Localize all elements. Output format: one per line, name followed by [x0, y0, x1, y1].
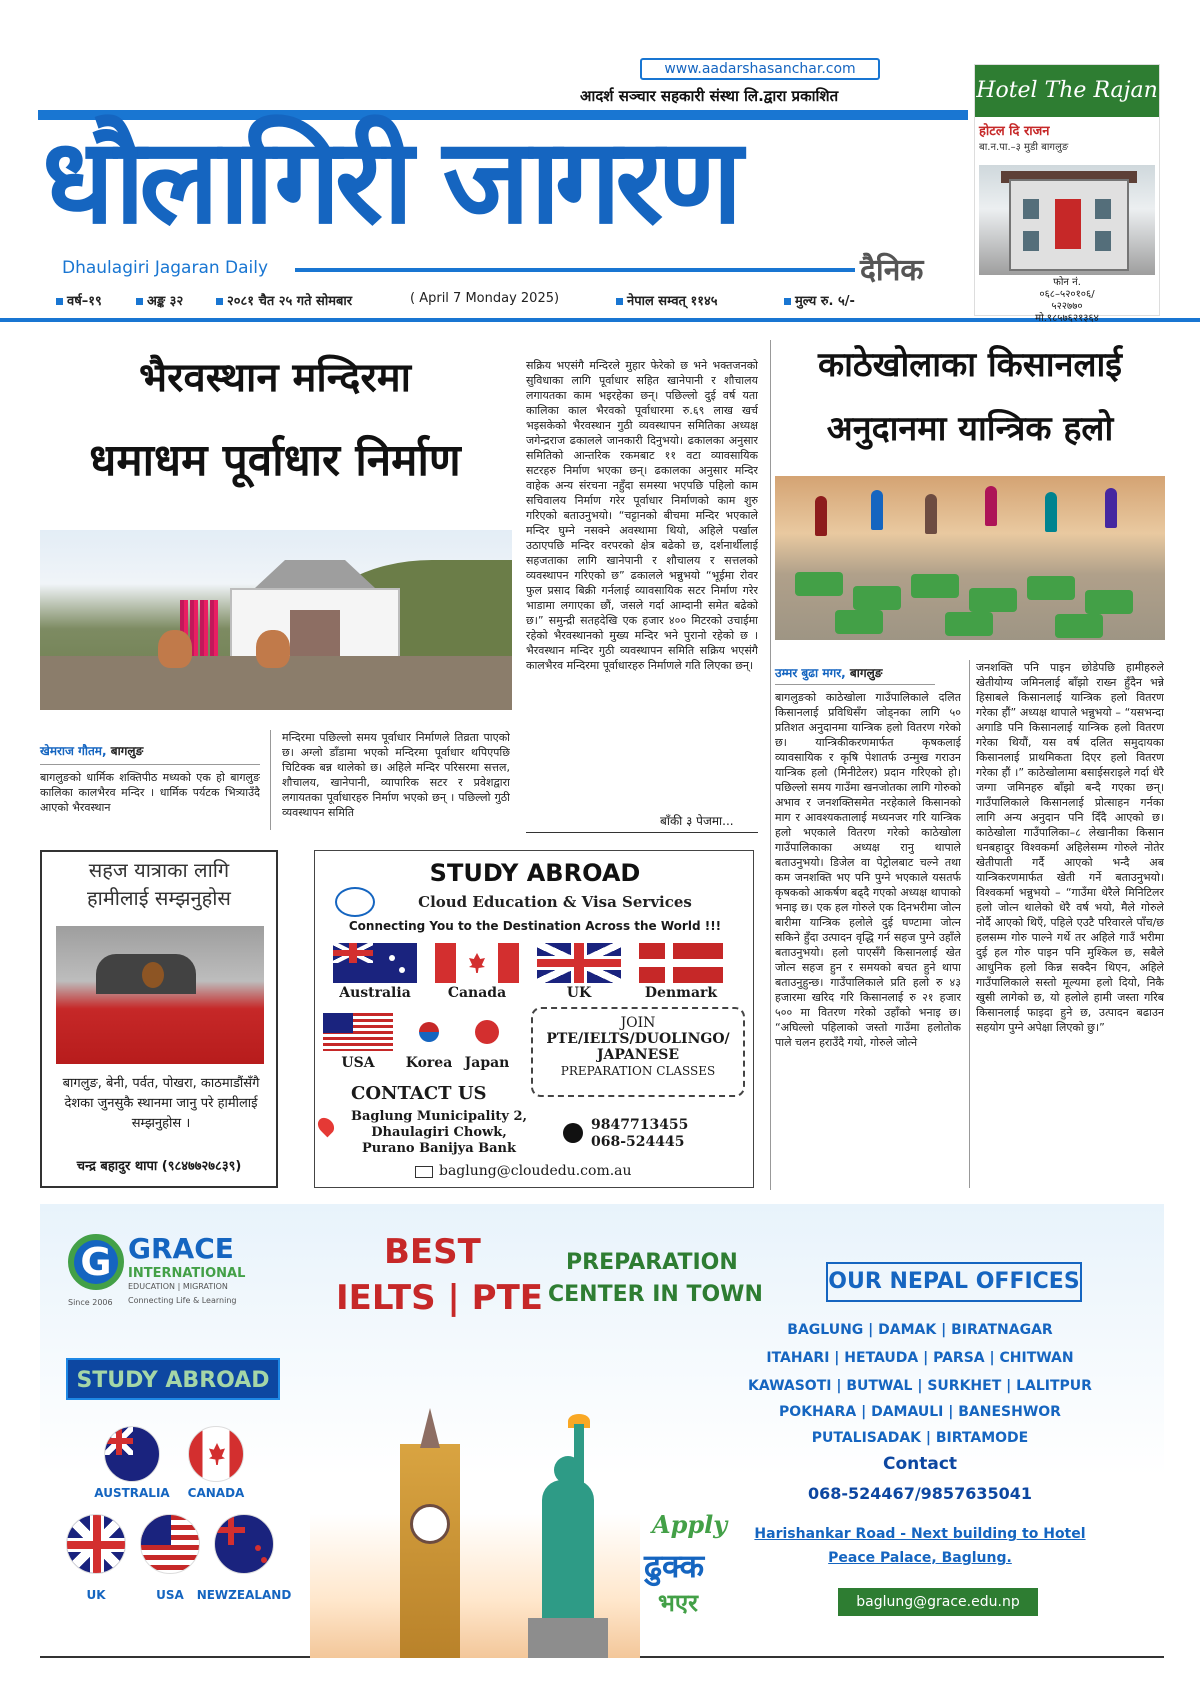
- grace-logo-icon: G: [68, 1234, 124, 1290]
- dhukka-label: ढुक्क: [644, 1547, 705, 1585]
- hotel-name: Hotel The Rajan: [975, 65, 1159, 117]
- price-meta: मुल्य रु. ५/-: [784, 291, 855, 309]
- offices-heading: OUR NEPAL OFFICES: [826, 1262, 1082, 1302]
- denmark-flag-icon: [639, 943, 723, 983]
- prep-line2: CENTER IN TOWN: [548, 1282, 763, 1307]
- big-ben-illustration: [400, 1444, 460, 1658]
- grace-international-ad[interactable]: [40, 1204, 1164, 1658]
- contact-label: Contact: [882, 1454, 958, 1474]
- newspaper-title: धौलागिरी जागरण: [42, 112, 737, 250]
- contact-phone[interactable]: 068-524467/9857635041: [807, 1484, 1032, 1503]
- byline-rule: [40, 764, 260, 765]
- column-rule: [969, 660, 970, 1188]
- temple-headline-line1[interactable]: भैरवस्थान मन्दिरमा: [138, 355, 412, 401]
- canada-flag-icon: [188, 1426, 244, 1482]
- grace-address-line1: Harishankar Road - Next building to Hotel: [754, 1526, 1086, 1542]
- farmers-headline-line1[interactable]: काठेखोलाका किसानलाई: [817, 345, 1123, 385]
- apply-label: Apply: [652, 1510, 728, 1539]
- phone-icon: [563, 1123, 583, 1143]
- australia-flag-icon: [104, 1426, 160, 1482]
- statue-of-liberty-illustration: [528, 1420, 608, 1658]
- english-name: Dhaulagiri Jagaran Daily: [62, 258, 269, 278]
- join-classes-box: JOIN PTE/IELTS/DUOLINGO/ JAPANESE PREPARATION CLASSES: [531, 1007, 745, 1097]
- study-phones: 9847713455 068-524445: [591, 1117, 689, 1150]
- hotel-ad[interactable]: [974, 64, 1160, 324]
- mail-icon: [415, 1166, 433, 1178]
- japan-flag-icon: [465, 1011, 509, 1053]
- flag-label-usa: USA: [156, 1588, 184, 1602]
- office-line: BAGLUNG | DAMAK | BIRATNAGAR: [787, 1322, 1053, 1338]
- location-pin-icon: [315, 1115, 338, 1138]
- issue-meta-item: अङ्क ३२: [136, 291, 183, 309]
- flag-label-denmark: Denmark: [644, 985, 718, 1001]
- office-line: PUTALISADAK | BIRTAMODE: [811, 1430, 1029, 1446]
- publisher-line: आदर्श सञ्चार सहकारी संस्था लि.द्वारा प्रकाशित: [580, 87, 839, 105]
- temple-col2: मन्दिरमा पछिल्लो समय पूर्वाधार निर्माणले तिव्रता पाएको छ। अग्लो डाँडामा भएको मन्दिरमा पूर्वाधार थपिएपछि चिटिक्क बन्न थालेको छ। अहिले मन्दिर परिसरमा सत्तल, शौचालय, खानेपानी, व्यापारिक सटर र प्रवेशद्वारा लगायतका पूर्वाधारहरु निर्माण भएको छन् । पछिल्लो गुठी व्यवस्थापन समिति: [282, 731, 510, 819]
- issue-meta: [50, 291, 900, 311]
- grace-tagline: Connecting Life & Learning: [128, 1296, 237, 1305]
- temple-col3: सक्रिय भएसंगै मन्दिरले मुहार फेरेको छ भने भक्तजनको सुविधाका लागि पूर्वाधार सहित खानेपानी र शौचालय लगायतका काम भइरहेका छन्। पछिल्लो दुई वर्ष यता कालिका काल भैरवको पूर्वाधारमा रु.६९ लाख खर्च भइसकेको भैरवस्थान गुठी व्यवस्थापन समितिका अध्यक्ष जगेन्द्रराज ढकालले जानकारी दिनुभयो। ढकालका अनुसार समितिको आन्तरिक रकमबाट ११ वटा व्यावसायिक सटरहरु निर्माण भएका छन्। ढकालका अनुसार मन्दिर वाहेक अन्य संरचना नहुँदा समस्या भएपछि पहिलो काम सचिवालय निर्माण गरेर पूर्वाधार निर्माणको काम शुरु गरिएको बताउनुभयो। “चट्टानको बीचमा मन्दिर भएकाले मन्दिर घुम्ने नसक्ने अवस्थामा थियो, अहिले पर्खाल उठाएपछि मन्दिर वरपरको क्षेत्र बढेको छ, दर्शनार्थीलाई सहजताका लागि खानेपानी र शौचालय र सत्तलको व्यवस्थापन गरिएको छ” ढकालले भन्नुभयो “भूईमा रोवर फुल प्रसाद बिक्री गर्नलाई व्यावसायिक सटर निर्माण गरेर भाडामा लगाएका छौं, जसले गर्दा आम्दानी समेत बढेको छ।” समुन्द्री सतहदेखि एक हजार ४०० मिटरको उचाईमा रहेको भैरवस्थानको मुख्य मन्दिर भने पुरानो रहेको छ । भैरवस्थान मन्दिर गुठी व्यवस्थापन समिति सक्रिय भएसंगै कालभैरव मन्दिरमा पूर्वाधारहरु निर्माणले गति लिएका छन्।: [526, 359, 758, 672]
- article-end-rule: [526, 832, 758, 833]
- farmers-byline: उम्मर बुढा मगर, बागलुङ: [775, 666, 883, 680]
- travel-contact: चन्द्र बहादुर थापा (९८४७७२७८३९): [76, 1159, 242, 1174]
- usa-flag-icon: [323, 1013, 393, 1051]
- office-line: POKHARA | DAMAULI | BANESHWOR: [779, 1404, 1061, 1420]
- grace-since: Since 2006: [68, 1298, 113, 1307]
- hotel-phone: फोन नं. ०६८–५२०१०६/ ५२२७७० मो.९८५७६२१३६४: [1035, 277, 1099, 324]
- temple-byline: खेमराज गौतम, बागलुङ: [40, 744, 144, 758]
- study-abroad-banner: STUDY ABROAD: [66, 1358, 280, 1400]
- study-abroad-ad[interactable]: [314, 850, 754, 1188]
- study-company: Cloud Education & Visa Services: [418, 893, 692, 911]
- farmers-col1: बागलुङको काठेखोला गाउँपालिकाले दलित किसानलाई प्रविधिसँग जोड्नका लागि ५० प्रतिशत अनुदानमा यान्त्रिक हलो वितरण गरेको छ। यान्त्रिकीकरणमार्फत कृषकलाई व्यावसायिक र कृषि पेशातर्फ उन्मुख गराउन यान्त्रिक हलो (मिनीटेलर) प्रदान गरिएको हो। पछिल्लो समय गाउँमा खनजोतका लागि गोरुको अभाव र जनशक्तिसमेत नरहेकाले किसानको माग र आवश्यकतालाई मध्यनजर गरि यान्त्रिक हलो भएकाले वितरण गरेको काठेखोला गाउँपालिकाका अध्यक्ष रानु थापाले बताउनुभयो। डिजेल वा पेट्रोलबाट चल्ने तथा कम जनशक्ति भए पनि पुग्ने भएकाले यसतर्फ कृषकको आकर्षण बढ्दै गएको अध्यक्ष थापाको भनाइ छ। एक हल गोरुले एक दिनभरीमा जोत्न बारीमा यान्त्रिक हलोले दुई घण्टामा जोत्न सकिने हुँदा उत्पादन वृद्धि गर्न सहज पुग्ने उहाँले बताउनुभयो। हलो पाएसँगै किसानलाई खेत जोत्न सहज हुन र समयको बचत हुने थापा बताउनुहुन्छ। गाउँपालिकाले प्रति हलो रु ४३ हजारमा खरिद गरि किसानलाई रु २१ हजार ५०० मा वितरण गरेको उहाँको भनाइ छ। “अघिल्लो पहिलाको जस्तो गाउँमा हलोतोक पाले चलन हराउँदै गयो, गोरुले जोत्ने: [775, 691, 961, 1049]
- nepali-date: २०८१ चैत २५ गते सोमबार: [216, 291, 352, 309]
- temple-headline-line2[interactable]: धमाधम पूर्वाधार निर्माण: [89, 435, 461, 486]
- hotel-name-nepali: होटल दि राजन: [979, 124, 1050, 139]
- travel-headline-line2: हामीलाई सम्झनुहोस: [87, 886, 231, 910]
- masthead-divider: [295, 268, 855, 272]
- hotel-address: बा.न.पा.–३ मुडी बागलुङ: [979, 142, 1069, 153]
- temple-col1: बागलुङको धार्मिक शक्तिपीठ मध्यको एक हो बागलुङ कालिका कालभैरव मन्दिर । धार्मिक पर्यटक भित्र्याउँदै आएको भैरवस्थान: [40, 771, 260, 814]
- car-photo: [56, 926, 264, 1064]
- contact-us-heading: CONTACT US: [351, 1083, 487, 1104]
- cloud-logo-icon: [335, 887, 375, 917]
- uk-flag-icon: [66, 1514, 126, 1574]
- flag-label-uk: UK: [86, 1588, 106, 1602]
- flag-label-canada: Canada: [447, 985, 507, 1001]
- grace-email[interactable]: baglung@grace.edu.np: [838, 1588, 1038, 1616]
- study-title: STUDY ABROAD: [429, 859, 641, 887]
- australia-flag-icon: [333, 943, 417, 983]
- grace-address-line2: Peace Palace, Baglung.: [828, 1550, 1012, 1566]
- farmers-photo: [775, 476, 1165, 640]
- samvat-meta: नेपाल सम्वत् ११४५: [616, 291, 718, 309]
- office-line: KAWASOTI | BUTWAL | SURKHET | LALITPUR: [748, 1378, 1092, 1394]
- best-label: BEST: [384, 1232, 481, 1272]
- travel-ad[interactable]: [40, 850, 278, 1188]
- flag-label-canada: CANADA: [187, 1486, 245, 1500]
- flag-label-usa: USA: [341, 1055, 375, 1071]
- ielts-pte-label: IELTS | PTE: [336, 1278, 544, 1318]
- study-address: Baglung Municipality 2, Dhaulagiri Chowk, Purano Banijya Bank: [350, 1109, 528, 1156]
- year-meta: वर्ष–१९: [56, 291, 102, 309]
- flag-label-uk: UK: [566, 985, 592, 1001]
- study-email[interactable]: baglung@cloudedu.com.au: [439, 1163, 632, 1179]
- column-rule: [770, 340, 771, 1190]
- uk-flag-icon: [537, 943, 621, 983]
- english-date: ( April 7 Monday 2025): [410, 291, 560, 306]
- flag-label-newzealand: NEWZEALAND: [196, 1588, 292, 1602]
- grace-subtitle: EDUCATION | MIGRATION: [128, 1282, 228, 1291]
- continued-note: बाँकी ३ पेजमा...: [660, 814, 734, 828]
- grace-international: INTERNATIONAL: [128, 1266, 246, 1281]
- flag-label-japan: Japan: [464, 1055, 510, 1071]
- flag-label-korea: Korea: [405, 1055, 453, 1071]
- flag-label-australia: AUSTRALIA: [94, 1486, 170, 1500]
- travel-places: बागलुङ, बेनी, पर्वत, पोखरा, काठमाडौंसँगै देशका जुनसुकै स्थानमा जानु परे हामीलाई सम्झनुहोस ।: [62, 1076, 260, 1131]
- office-line: ITAHARI | HETAUDA | PARSA | CHITWAN: [766, 1350, 1074, 1366]
- prep-line1: PREPARATION: [566, 1250, 738, 1275]
- website-url[interactable]: www.aadarshasanchar.com: [640, 58, 880, 80]
- byline-rule: [775, 684, 935, 685]
- farmers-col2: जनशक्ति पनि पाइन छोडेपछि हामीहरुले खेतीयोग्य जमिनलाई बाँझो राख्न हुँदैन भन्ने हिसाबले किसानलाई यान्त्रिक हलो वितरण गरेका हौं” अध्यक्ष थापाले भन्नुभयो – “यसभन्दा अगाडि पनि किसानलाई यान्त्रिक हलो वितरण गरेका थियौं, यस वर्ष दलित समुदायका किसानलाई प्राथमिकता दिएर हलो वितरण गरेका हौं ।” काठेखोलामा बसाईसराइले गर्दा धेरै जग्गा जमिनहरु बाँझो बन्दै गएका छन्। गाउँपालिकाले किसानलाई प्रोत्साहन गर्नका लागि अन्य अनुदान पनि दिँदै आएको छ। काठेखोला गाउँपालिका–८ लेखानीका किसान धनबहादुर विश्वकर्मा अहिलेसम्म गोरुले नोतेर खेतीपाती गर्दै आएको भन्दै अब यान्त्रिकरणमार्फत खेती गर्ने बताउनुभयो। विश्वकर्मा भन्नुभयो – “गाउँमा धेरैले मिनिटिलर हलो जोत्न थालेको धेरै वर्ष भयो, मैले गोरुले नोर्दै आएको थिएँ, पहिले एउटै परिवारले पाँच/छ हलसम्म गोरु पाल्ने गर्थे तर अहिले गाउँ भरीमा दुई हल गोरु पाइन पनि मुश्किल छ, सबैले आधुनिक हलो किन्न सक्दैन थिएन, अहिले गाउँपालिकाले सस्तो मूल्यमा हलो दियो, निकै खुसी लागेको छ, यो हलोले हामी जस्ता गरिब किसानलाई फाइदा हुने छ, उत्पादन बढाउन सहयोग पुग्ने अपेक्षा लिएको छु।”: [976, 661, 1164, 1034]
- canada-flag-icon: [435, 943, 519, 983]
- hotel-photo: [979, 165, 1155, 275]
- usa-flag-icon: [140, 1514, 200, 1574]
- flag-label-australia: Australia: [339, 985, 411, 1001]
- grace-name: GRACE: [128, 1232, 234, 1265]
- study-tagline: Connecting You to the Destination Across the World !!!: [348, 919, 722, 933]
- farmers-headline-line2[interactable]: अनुदानमा यान्त्रिक हलो: [826, 409, 1114, 449]
- newzealand-flag-icon: [214, 1514, 274, 1574]
- daily-label: दैनिक: [860, 253, 924, 288]
- column-rule: [270, 730, 271, 830]
- bhaera-label: भएर: [658, 1589, 698, 1617]
- korea-flag-icon: [407, 1011, 451, 1053]
- travel-headline-line1: सहज यात्राका लागि: [88, 858, 230, 882]
- temple-photo: [40, 530, 512, 710]
- masthead: [0, 0, 1200, 328]
